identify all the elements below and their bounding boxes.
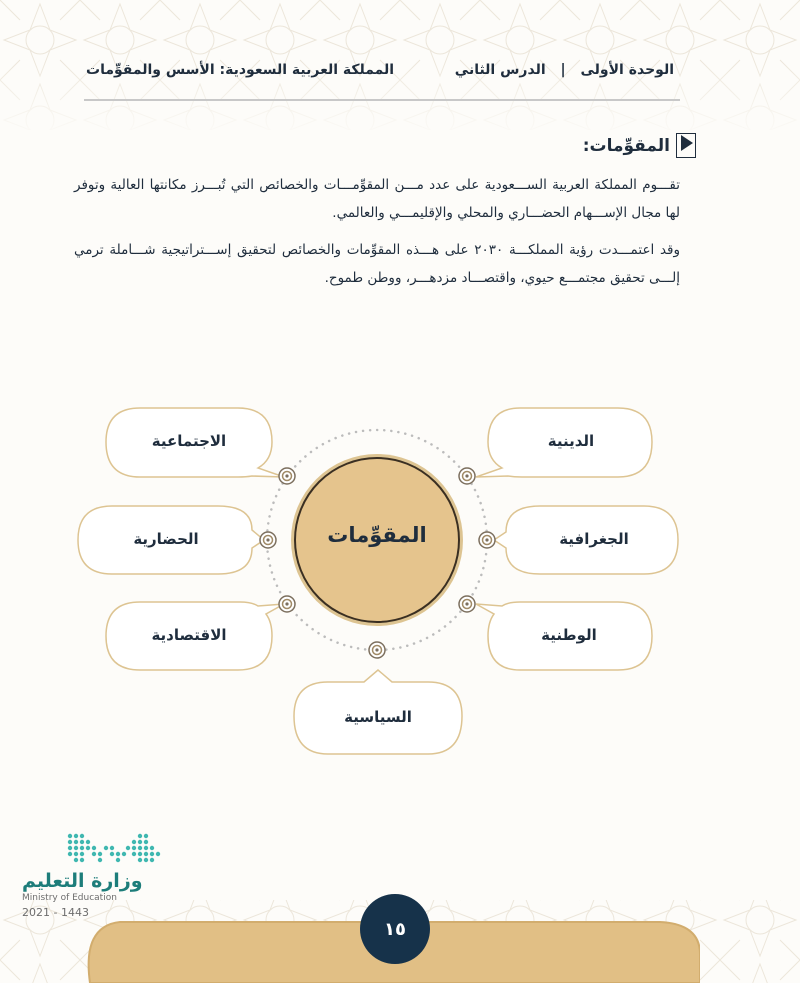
ministry-name-ar: وزارة التعليم (22, 870, 143, 892)
center-label: المقوِّمات (327, 523, 427, 547)
header-separator: | (560, 62, 566, 78)
section-heading (583, 133, 696, 158)
header-divider (84, 99, 680, 101)
node-top-right (459, 468, 475, 484)
node-lower-right (459, 596, 475, 612)
header-title: المملكة العربية السعودية: الأسس والمقوِّمات (86, 62, 395, 78)
section-heading-text: المقوِّمات: (582, 135, 670, 156)
ministry-years: 2021 - 1443 (22, 906, 89, 919)
ministry-name-en: Ministry of Education (22, 893, 117, 903)
label-economic: الاقتصادية (151, 626, 227, 644)
node-top-left (279, 468, 295, 484)
label-political: السياسية (344, 708, 412, 726)
header-unit: الوحدة الأولى (580, 62, 674, 78)
play-bullet-icon (676, 133, 696, 158)
constituents-diagram (0, 380, 800, 780)
label-social: الاجتماعية (151, 432, 227, 450)
page-number: ١٥ (360, 894, 430, 964)
label-civilizational: الحضارية (133, 530, 199, 548)
header-lesson: الدرس الثاني (454, 62, 546, 78)
node-lower-left (279, 596, 295, 612)
node-mid-right (479, 532, 495, 548)
node-mid-left (260, 532, 276, 548)
paragraph-2: وقد اعتمـــدت رؤية المملكـــة ٢٠٣٠ على هـــذه المقوِّمات والخصائص لتحقيق إســـتراتيجية شـــاملة ترمي إلـــى تحقيق مجتمـــع حيوي، واقتصـــاد مزدهـــر، ووطن طموح. (74, 242, 680, 286)
header-unit-lesson (455, 62, 674, 78)
node-bottom (369, 642, 385, 658)
label-national: الوطنية (541, 626, 597, 644)
paragraph-1: تقـــوم المملكة العربية الســـعودية على عدد مـــن المقوِّمـــات والخصائص التي تُبـــرز مكانتها العالية وتوفر لها مجال الإســـهام الحضـــاري والمحلي والإقليمـــي والعالمي. (74, 177, 680, 221)
label-religious: الدينية (547, 432, 595, 450)
label-geographic: الجغرافية (559, 530, 629, 548)
